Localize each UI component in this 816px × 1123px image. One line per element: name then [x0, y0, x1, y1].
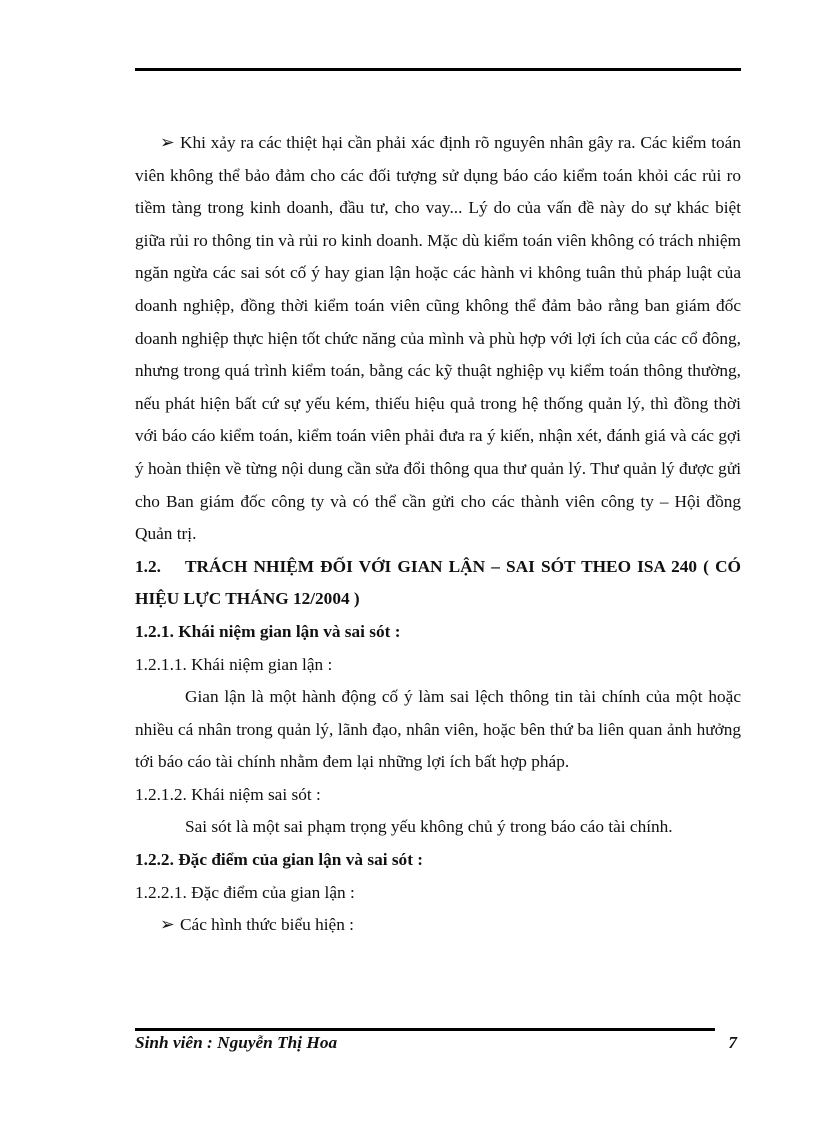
page-body: [135, 127, 741, 942]
intro-bullet-text: Khi xảy ra các thiệt hại cần phải xác định rõ nguyên nhân gây ra. Các kiểm toán viên không thể bảo đảm cho các đối tượng sử dụng báo cáo kiểm toán khỏi các rủi ro tiềm tàng trong kinh doanh, đầu tư, cho vay... Lý do của vấn đề này do sự khác biệt giữa rủi ro thông tin và rủi ro kinh doanh. Mặc dù kiểm toán viên không có trách nhiệm ngăn ngừa các sai sót cố ý hay gian lận hoặc các hành vi không tuân thủ pháp luật của doanh nghiệp, đồng thời kiểm toán viên cũng không thể đảm bảo rằng ban giám đốc doanh nghiệp thực hiện tốt chức năng của mình và phù hợp với lợi ích của các cổ đông, nhưng trong quá trình kiểm toán, bằng các kỹ thuật nghiệp vụ kiểm toán thông thường, nếu phát hiện bất cứ sự yếu kém, thiếu hiệu quả trong hệ thống quản lý, thì đồng thời với báo cáo kiểm toán, kiểm toán viên phải đưa ra ý kiến, nhận xét, đánh giá và các gợi ý hoàn thiện về từng nội dung cần sửa đổi thông qua thư quản lý. Thư quản lý được gửi cho Ban giám đốc công ty và có thể cần gửi cho các thành viên công ty – Hội đồng Quản trị.: [135, 133, 741, 544]
subsection-heading-1-2-1-1: 1.2.1.1. Khái niệm gian lận :: [135, 654, 333, 674]
forms-bullet: [135, 909, 741, 942]
forms-bullet-text: Các hình thức biểu hiện :: [180, 915, 354, 935]
section-heading-1-2: [135, 551, 741, 616]
arrow-bullet-icon: ➢: [160, 133, 175, 152]
page-footer: [135, 1033, 741, 1059]
header-rule: [135, 68, 741, 71]
fraud-definition-paragraph: Gian lận là một hành động cố ý làm sai lệch thông tin tài chính của một hoặc nhiều cá nhân trong quản lý, lãnh đạo, nhân viên, hoặc bên thứ ba liên quan ảnh hưởng tới báo cáo tài chính nhằm đem lại những lợi ích bất hợp pháp.: [135, 687, 741, 772]
section-title: TRÁCH NHIỆM ĐỐI VỚI GIAN LẬN – SAI SÓT THEO ISA 240 ( CÓ HIỆU LỰC THÁNG 12/2004 ): [135, 556, 741, 609]
footer-author: Sinh viên : Nguyễn Thị Hoa: [135, 1033, 338, 1052]
footer-rule: [135, 1028, 715, 1031]
subsection-heading-1-2-2-1: 1.2.2.1. Đặc điểm của gian lận :: [135, 882, 355, 902]
section-number: 1.2.: [135, 556, 161, 576]
arrow-bullet-icon: ➢: [160, 915, 175, 935]
section-heading-1-2-1: 1.2.1. Khái niệm gian lận và sai sót :: [135, 621, 401, 641]
intro-bullet-paragraph: [135, 127, 741, 551]
error-definition-paragraph: Sai sót là một sai phạm trọng yếu không chủ ý trong báo cáo tài chính.: [185, 817, 673, 837]
page-number: 7: [728, 1033, 737, 1052]
section-heading-1-2-2: 1.2.2. Đặc điểm của gian lận và sai sót :: [135, 850, 424, 870]
subsection-heading-1-2-1-2: 1.2.1.2. Khái niệm sai sót :: [135, 784, 321, 804]
